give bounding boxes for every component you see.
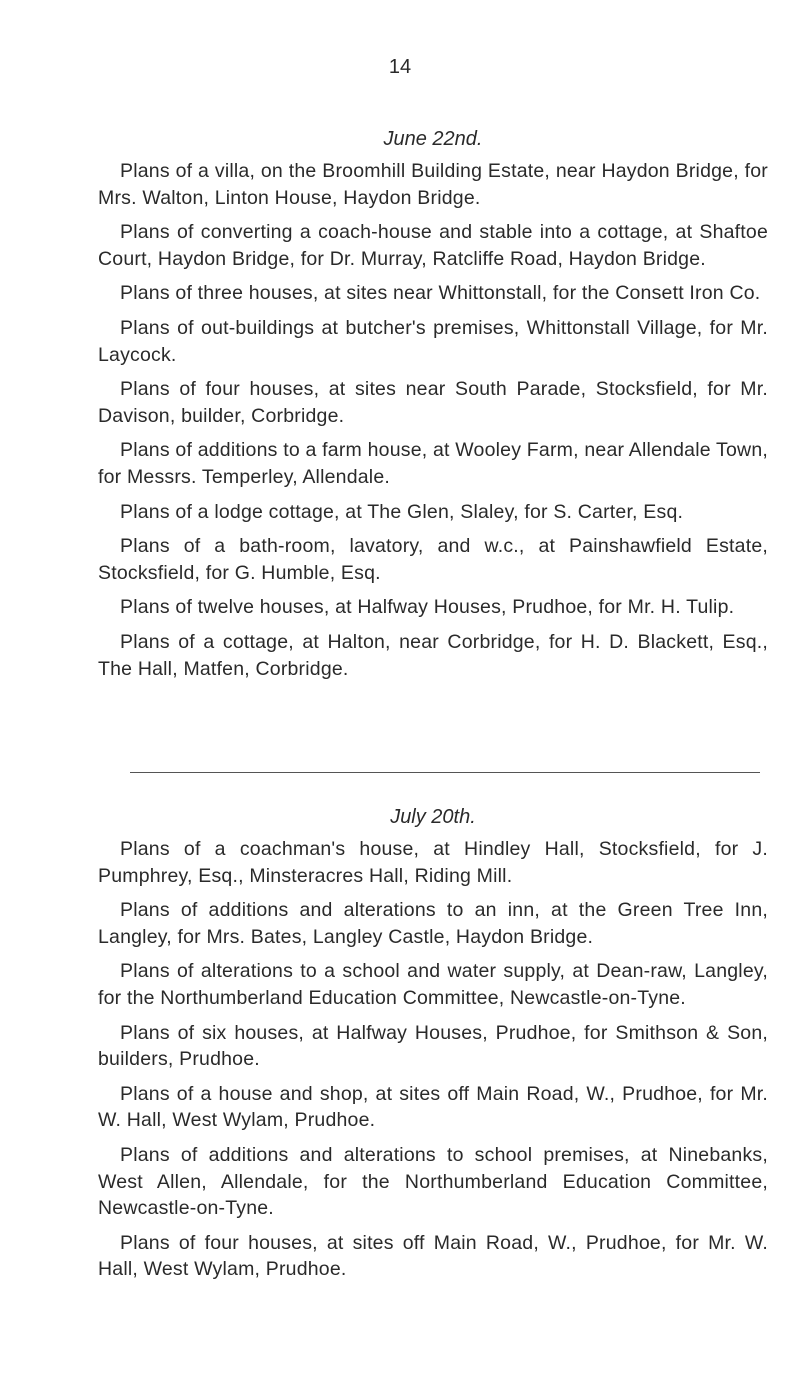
list-item: Plans of twelve houses, at Halfway Houses, Prudhoe, for Mr. H. Tulip. (120, 596, 735, 619)
list-item: Plans of four houses, at sites off Main Road, W., Prudhoe, for Mr. W. Hall, West Wylam, Prudhoe. (98, 1231, 768, 1281)
list-item: Plans of a coachman's house, at Hindley Hall, Stocksfield, for J. Pumphrey, Esq., Minsteracres Hall, Riding Mill. (98, 838, 768, 887)
list-item: Plans of additions to a farm house, at Wooley Farm, near Allendale Town, for Messrs. Temperley, Allendale. (98, 439, 768, 488)
section-july (98, 804, 768, 1291)
list-item: Plans of additions and alterations to school premises, at Ninebanks, West Allen, Allendale, for the Northumberland Education Committee, Newcastle-on-Tyne. (98, 1143, 768, 1220)
list-item: Plans of converting a coach-house and stable into a cottage, at Shaftoe Court, Haydon Bridge, for Dr. Murray, Ratcliffe Road, Haydon Bridge. (98, 221, 768, 270)
list-item: Plans of out-buildings at butcher's premises, Whittonstall Village, for Mr. Laycock. (98, 316, 768, 366)
list-item: Plans of alterations to a school and water supply, at Dean-raw, Langley, for the Northumberland Education Committee, Newcastle-on-Tyne. (98, 960, 768, 1009)
section-heading: June 22nd. (383, 128, 483, 150)
list-item: Plans of a house and shop, at sites off Main Road, W., Prudhoe, for Mr. W. Hall, West Wylam, Prudhoe. (98, 1082, 768, 1132)
list-item: Plans of additions and alterations to an inn, at the Green Tree Inn, Langley, for Mrs. Bates, Langley Castle, Haydon Bridge. (98, 899, 768, 948)
list-item: Plans of three houses, at sites near Whittonstall, for the Consett Iron Co. (120, 282, 761, 305)
list-item: Plans of a villa, on the Broomhill Building Estate, near Haydon Bridge, for Mrs. Walton, Linton House, Haydon Bridge. (98, 160, 768, 209)
section-divider (130, 772, 760, 773)
list-item: Plans of four houses, at sites near South Parade, Stocksfield, for Mr. Davison, builder, Corbridge. (98, 378, 768, 427)
page-number: 14 (388, 56, 412, 78)
section-june (98, 126, 768, 690)
section-heading: July 20th. (390, 806, 476, 828)
list-item: Plans of a bath-room, lavatory, and w.c., at Painshawfield Estate, Stocksfield, for G. Humble, Esq. (98, 535, 768, 584)
list-item: Plans of six houses, at Halfway Houses, Prudhoe, for Smithson & Son, builders, Prudhoe. (98, 1021, 768, 1071)
list-item: Plans of a cottage, at Halton, near Corbridge, for H. D. Blackett, Esq., The Hall, Matfen, Corbridge. (98, 630, 768, 680)
list-item: Plans of a lodge cottage, at The Glen, Slaley, for S. Carter, Esq. (120, 500, 684, 523)
